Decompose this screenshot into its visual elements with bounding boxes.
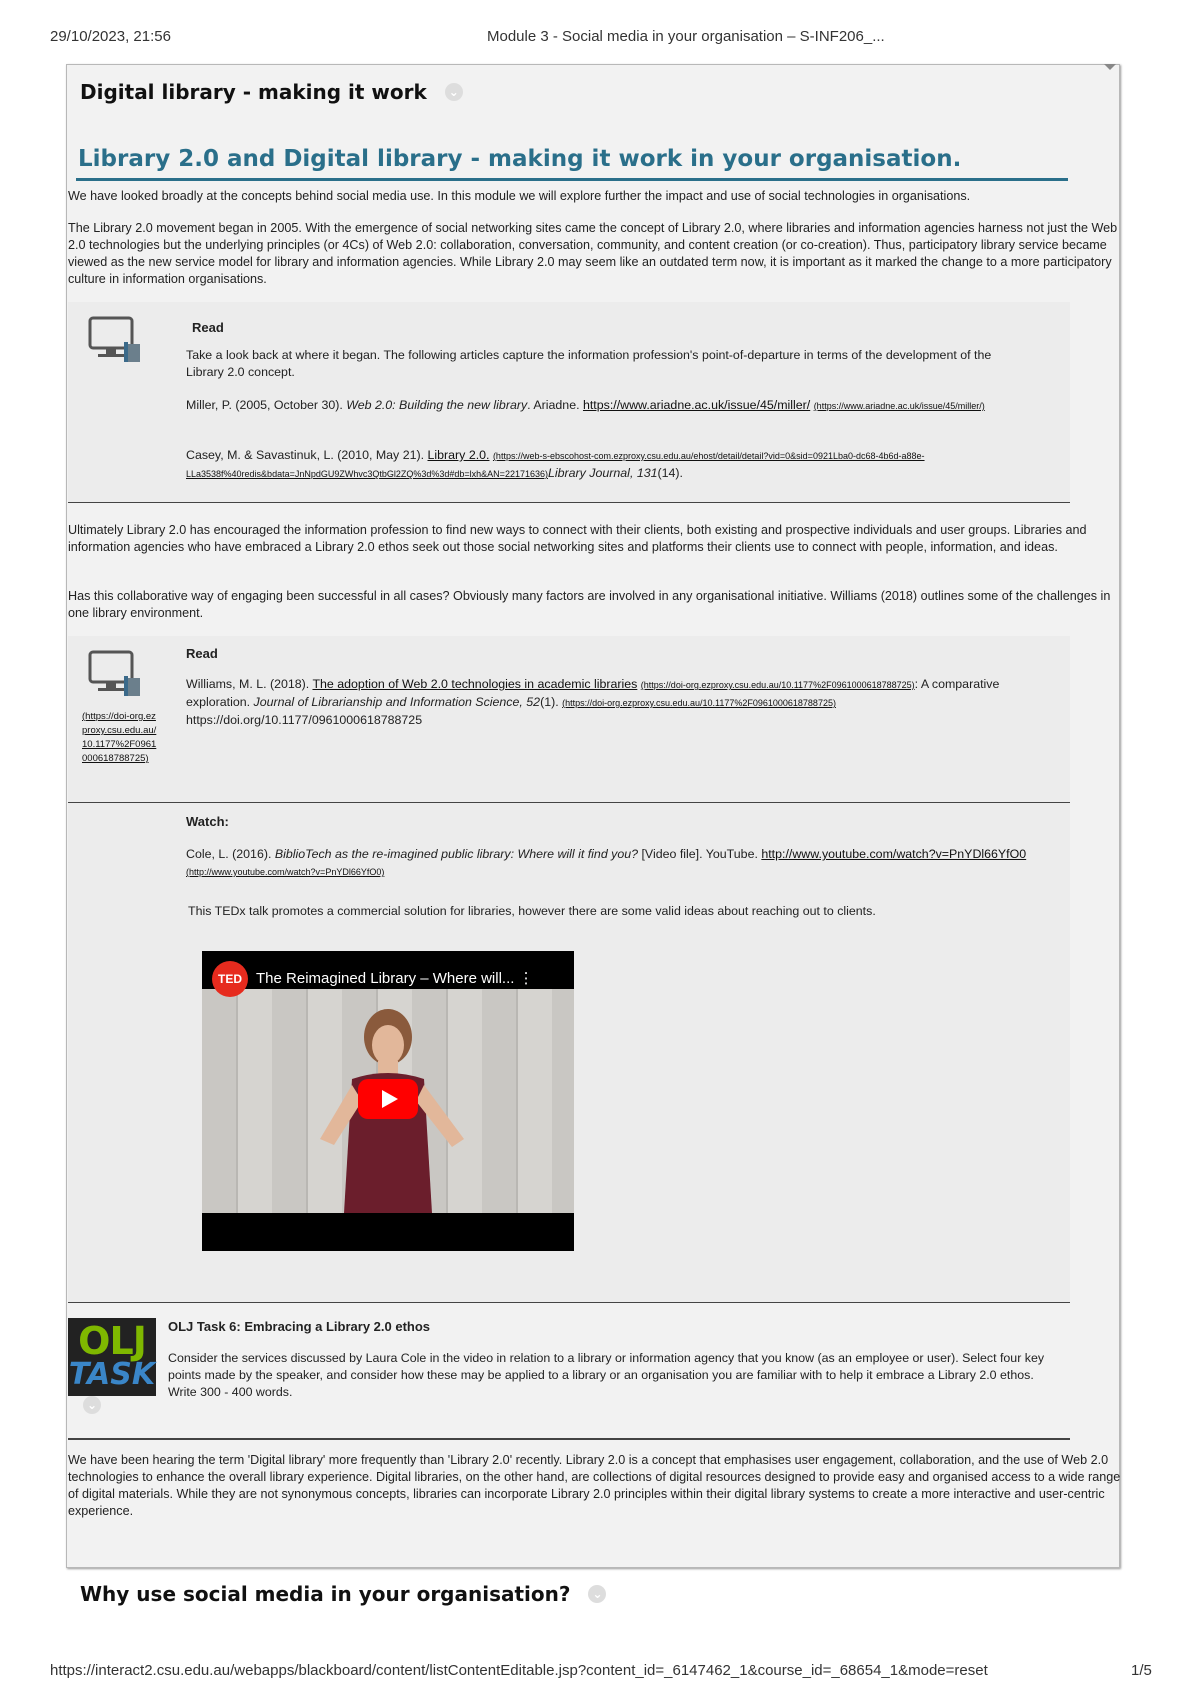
read-label: Read — [192, 320, 224, 335]
ref-journal: Library Journal, 131 — [547, 466, 658, 480]
ref-link[interactable]: https://www.ariadne.ac.uk/issue/45/miller/ — [582, 398, 811, 412]
ref-author: Cole, L. (2016). — [186, 847, 275, 861]
reference-miller — [186, 397, 1056, 415]
content-item-title[interactable] — [80, 1582, 606, 1606]
ref-link-url[interactable]: (http://www.youtube.com/watch?v=PnYDl66YfO0) — [186, 867, 385, 877]
watch-label: Watch: — [186, 814, 229, 829]
divider — [68, 502, 1070, 503]
library20-paragraph: The Library 2.0 movement began in 2005. With the emergence of social networking sites came the concept of Library 2.0, where libraries and information agencies harness not just the Web 2.0 technologies but the underlying principles (or 4Cs) of Web 2.0: collaboration, conversation, community, and content creation (or co-creation). Thus, participatory library service became viewed as the new service model for library and information agencies. While Library 2.0 may seem like an outdated term now, it is important as it marked the change to a more participatory culture in information organisations. — [68, 221, 1118, 286]
print-datetime: 29/10/2023, 21:56 — [50, 28, 171, 45]
print-url: https://interact2.csu.edu.au/webapps/blackboard/content/listContentEditable.jsp?content_id=_6147462_1&course_id=_68654_1&mode=reset — [50, 1662, 988, 1679]
ref-doi: https://doi.org/10.1177/0961000618788725 — [186, 713, 423, 727]
print-page-number: 1/5 — [1131, 1662, 1152, 1679]
heading-rule — [76, 178, 1068, 181]
intro-paragraph: We have looked broadly at the concepts behind social media use. In this module we will explore further the impact and use of social technologies in organisations. — [68, 189, 971, 203]
olj-task-title: OLJ Task 6: Embracing a Library 2.0 ethos — [168, 1319, 431, 1334]
content-item-title-text[interactable]: Why use social media in your organisation? — [80, 1582, 571, 1606]
ref-link-url[interactable]: (https://doi-org.ezproxy.csu.edu.au/10.1177%2F0961000618788725) — [562, 698, 836, 708]
panel-tab-marker — [1104, 64, 1116, 70]
reference-cole — [186, 846, 1056, 881]
ref-source: [Video file]. YouTube. — [638, 847, 762, 861]
page-heading: Library 2.0 and Digital library - making it work in your organisation. — [78, 146, 962, 172]
divider — [68, 1438, 1070, 1440]
content-item-title[interactable] — [80, 80, 463, 104]
ted-logo-icon: TED — [212, 961, 248, 997]
ref-source: . Ariadne. — [527, 398, 583, 412]
icon-link-url[interactable] — [82, 710, 158, 766]
ref-link-url[interactable]: (https://www.ariadne.ac.uk/issue/45/miller/) — [813, 401, 985, 411]
divider — [68, 802, 1070, 803]
chevron-down-icon[interactable]: ⌄ — [83, 1396, 101, 1414]
ref-issue: (1). — [540, 695, 563, 709]
ref-issue: (14). — [657, 466, 683, 480]
video-title-text: The Reimagined Library – Where will... — [256, 970, 515, 987]
read-intro-text: Take a look back at where it began. The following articles capture the information profession's point-of-departure in terms of the development of the Library 2.0 concept. — [186, 348, 992, 379]
content-item-title-text[interactable]: Digital library - making it work — [80, 80, 427, 104]
chevron-down-icon[interactable]: ⌄ — [445, 83, 463, 101]
connect-paragraph: Ultimately Library 2.0 has encouraged the information profession to find new ways to connect with their clients, both existing and prospective individuals and user groups. Libraries and information agencies who have embraced a Library 2.0 ethos seek out those social networking sites and platforms their clients use to connect with people, information, and ideas. — [68, 523, 1087, 554]
ref-author: Williams, M. L. (2018). — [186, 677, 313, 691]
reference-williams — [186, 676, 1056, 729]
chevron-down-icon[interactable]: ⌄ — [588, 1585, 606, 1603]
olj-task-badge-icon — [68, 1318, 156, 1396]
ref-link[interactable]: The adoption of Web 2.0 technologies in academic libraries — [312, 677, 638, 691]
ref-subtitle: : A comparative exploration. — [186, 677, 1000, 709]
ref-author: Miller, P. (2005, October 30). — [186, 398, 347, 412]
challenges-paragraph: Has this collaborative way of engaging been successful in all cases? Obviously many factors are involved in any organisational initiative. Williams (2018) outlines some of the challenges in one library environment. — [68, 589, 1111, 620]
olj-task-text: Consider the services discussed by Laura Cole in the video in relation to a library or information agency that you know (as an employee or user). Select four key points made by the speaker, and consider how these may be applied to a library or an organisation you are familiar with to help it embrace a Library 2.0 ethos. Write 300 - 400 words. — [168, 1351, 1045, 1399]
video-title — [256, 969, 534, 987]
ref-title: Web 2.0: Building the new library — [346, 398, 528, 412]
video-player[interactable] — [202, 951, 574, 1251]
monitor-icon[interactable] — [88, 648, 144, 704]
ref-link[interactable]: http://www.youtube.com/watch?v=PnYDl66YfO0 — [761, 847, 1027, 861]
divider — [68, 1302, 1070, 1303]
ref-link-url[interactable]: (https://web-s-ebscohost-com.ezproxy.csu.edu.au/ehost/detail/detail?vid=0&sid=0921Lba0-dc68-4b6d-a88e-LLa3538f%40redis&bdata=JnNpdGU9ZWhvc3QtbGl2ZQ%3d%3d#db=lxh&AN=22171636) — [186, 451, 925, 479]
monitor-icon — [88, 314, 144, 370]
ref-title: BiblioTech as the re-imagined public library: Where will it find you? — [274, 847, 639, 861]
ref-link[interactable]: Library 2.0. — [427, 448, 490, 462]
video-note: This TEDx talk promotes a commercial solution for libraries, however there are some valid ideas about reaching out to clients. — [188, 904, 876, 918]
digital-library-paragraph: We have been hearing the term 'Digital library' more frequently than 'Library 2.0' recently. Library 2.0 is a concept that emphasises user engagement, collaboration, and the use of Web 2.0 technologies to enhance the overall library experience. Digital libraries, on the other hand, are collections of digital resources designed to provide easy and organised access to a wide range of digital materials. While they are not synonymous concepts, libraries can incorporate Library 2.0 principles within their digital library systems to create a more interactive and user-centric experience. — [68, 1453, 1121, 1518]
ref-link-url[interactable]: (https://doi-org.ezproxy.csu.edu.au/10.1177%2F0961000618788725) — [640, 680, 915, 690]
icon-link-text[interactable]: (https://doi-org.ezproxy.csu.edu.au/10.1177%2F0961000618788725) — [82, 711, 157, 764]
print-page-title: Module 3 - Social media in your organisation – S-INF206_... — [487, 28, 885, 45]
ref-author: Casey, M. & Savastinuk, L. (2010, May 21). — [186, 448, 428, 462]
read-label: Read — [186, 646, 218, 661]
reference-casey — [186, 447, 1056, 483]
ref-journal: Journal of Librarianship and Information Science, 52 — [253, 695, 541, 709]
more-options-icon[interactable]: ⋮ — [518, 970, 534, 987]
olj-badge-top: OLJ — [78, 1319, 146, 1363]
play-icon[interactable] — [358, 1079, 418, 1119]
olj-badge-bottom: TASK — [68, 1357, 156, 1392]
